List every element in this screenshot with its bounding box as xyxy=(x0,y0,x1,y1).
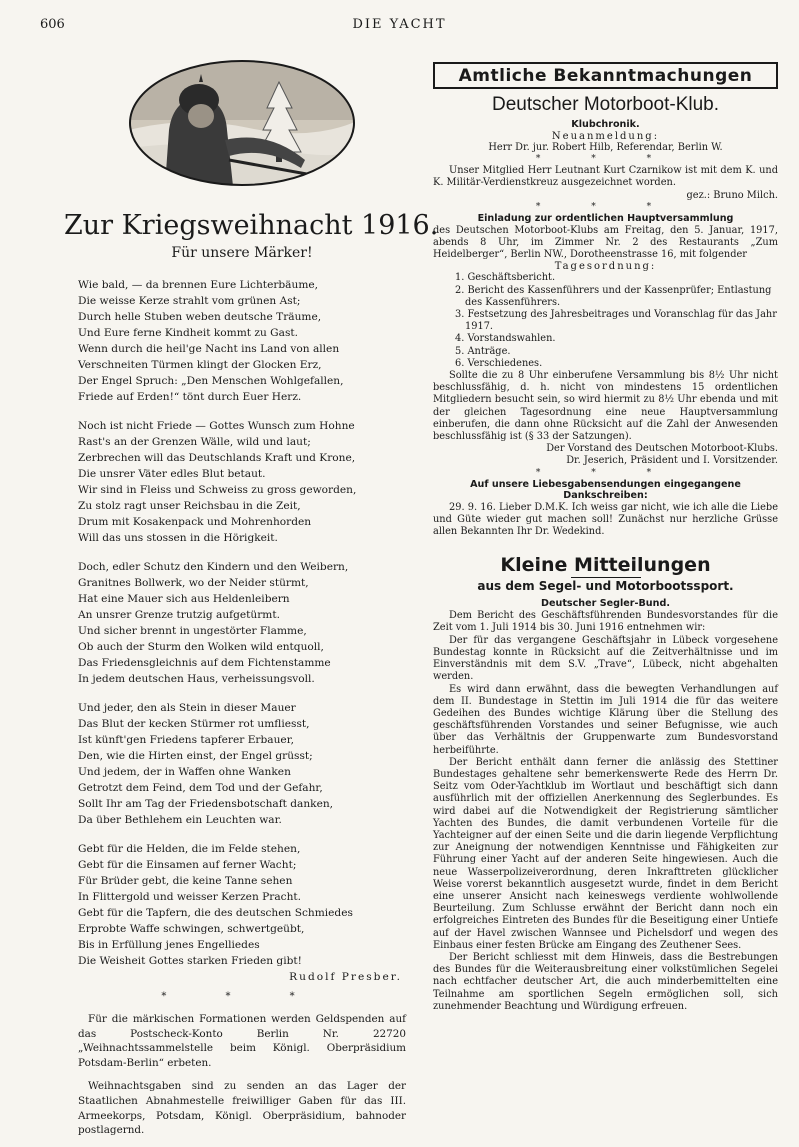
poem-line: Rast's an der Grenzen Wälle, wild und laut; xyxy=(78,436,311,448)
announcements-box-title: Amtliche Bekanntmachungen xyxy=(433,62,778,89)
agenda-item: 2. Bericht des Kassenführers und der Kassenprüfer; Entlastung des Kassenführers. xyxy=(455,284,772,308)
section-stars: * * * xyxy=(535,467,676,478)
section-stars: * * * xyxy=(535,154,676,165)
poem-line: Wenn durch die heil'ge Nacht ins Land von allen xyxy=(78,343,340,355)
poem-line: Will das uns stossen in die Hörigkeit. xyxy=(78,532,278,544)
invitation-text: des Deutschen Motorboot-Klubs am Freitag, den 5. Januar, 1917, abends 8 Uhr, im Zimmer Nr. 2 des Restaurants „Zum Heidelberger“, Berlin NW., Dorotheenstrasse 16, mit folgender xyxy=(433,224,778,261)
poem-line: Noch ist nicht Friede — Gottes Wunsch zum Hohne xyxy=(78,420,355,432)
poem-line: Sollt Ihr am Tag der Friedensbotschaft danken, xyxy=(78,798,334,810)
page-number: 606 xyxy=(40,17,65,32)
poem-line: Und Eure ferne Kindheit kommt zu Gast. xyxy=(78,327,299,339)
poem-line: Die unsrer Väter edles Blut betaut. xyxy=(78,468,266,480)
poem-line: Ist künft'gen Friedens tapferer Erbauer, xyxy=(78,734,294,746)
stanza xyxy=(78,277,406,405)
poem-line: Gebt für die Einsamen auf ferner Wacht; xyxy=(78,859,297,871)
stanza xyxy=(78,418,406,546)
donation-paragraph: Für die märkischen Formationen werden Geldspenden auf das Postscheck-Konto Berlin Nr. 22720 „Weihnachtssammelstelle beim Königl. Oberpräsidium Potsdam-Berlin“ erbeten. xyxy=(78,1013,406,1069)
poem-line: Verschneiten Türmen klingt der Glocken Erz, xyxy=(78,359,322,371)
poem-line: Bis in Erfüllung jenes Engelliedes xyxy=(78,939,260,951)
thanks-letters-heading: Auf unsere Liebesgabensendungen eingegangene Dankschreiben: xyxy=(470,478,741,501)
soldier-with-christmas-tree-illustration xyxy=(129,60,355,186)
member-award-text: Unser Mitglied Herr Leutnant Kurt Czarnikow ist mit dem K. und K. Militär-Verdienstkreuz ausgezeichnet worden. xyxy=(433,165,778,189)
poem-line: Zu stolz ragt unser Reichsbau in die Zeit, xyxy=(78,500,301,512)
poem-title: Zur Kriegsweihnacht 1916. xyxy=(64,210,439,241)
article-paragraph: Der für das vergangene Geschäftsjahr in Lübeck vorgesehene Bundestag konnte in Rücksicht auf die Zeitverhältnisse und im Einverständnis mit dem S.V. „Trave“, Lübeck, nicht abgehalten werden. xyxy=(433,634,778,683)
stanza xyxy=(78,700,406,828)
agenda-item: 4. Vorstandswahlen. xyxy=(455,333,556,345)
agenda-item: 3. Festsetzung des Jahresbeitrages und Voranschlag für das Jahr 1917. xyxy=(455,309,777,333)
poem-line: In jedem deutschen Haus, verheissungsvoll. xyxy=(78,673,315,685)
poem-line: Die weisse Kerze strahlt vom grünen Ast; xyxy=(78,295,301,307)
article-paragraph: Der Bericht enthält dann ferner die anlässig des Stettiner Bundestages gehaltene sehr bemerkenswerte Rede des Herrn Dr. Seitz vom Oder-Yachtklub im Wortlaut und beschäftigt sich dann ausführlich mit der offiziellen Anerkennung des Seglerbundes. Es wird dabei auf die Notwendigkeit der Registrierung sämtlicher Yachten des Bundes, die damit verbundenen Vorteile für die Yachteigner auf der einen Seite und die darin liegende Verpflichtung zur Aneignung der notwendigen Kenntnisse und Fähigkeiten zur Führung einer Yacht auf der anderen Seite hingewiesen. Auch die neue Wasserpolizeiverordnung, deren Inkrafttreten glücklicher Weise vorerst bekanntlich ausgesetzt wurde, findet in dem Bericht eine unserer Ansicht nach keineswegs verdiente wohlwollende Beurteilung. Zum Schlusse erwähnt der Bericht dann noch ein erfolgreiches Eintreten des Bundes für die Beseitigung einer Untiefe auf der Havel zwischen Wannsee und Pichelsdorf und wegen des Einbaus einer festen Brücke am Eingang des Zeuthener Sees. xyxy=(433,756,778,951)
poem-line: Friede auf Erden!“ tönt durch Euer Herz. xyxy=(78,391,302,403)
poem-line: Und sicher brennt in ungestörter Flamme, xyxy=(78,625,307,637)
news-section-subtitle: aus dem Segel- und Motorbootssport. xyxy=(477,579,734,594)
poem-author: Rudolf Presber. xyxy=(289,971,402,983)
poem-line: Gebt für die Helden, die im Felde stehen, xyxy=(78,843,301,855)
agenda-item: 5. Anträge. xyxy=(455,345,511,357)
agenda-item: 1. Geschäftsbericht. xyxy=(455,272,556,284)
signature: gez.: Bruno Milch. xyxy=(686,189,778,201)
poem-line: Da über Bethlehem ein Leuchten war. xyxy=(78,814,282,826)
agenda-heading: Tagesordnung: xyxy=(554,261,657,273)
poem-line: Wie bald, — da brennen Eure Lichterbäume, xyxy=(78,279,319,291)
agenda-item: 6. Verschiedenes. xyxy=(455,357,543,369)
gifts-paragraph: Weihnachtsgaben sind zu senden an das Lager der Staatlichen Abnahmestelle freiwilliger Gaben für das III. Armeekorps, Potsdam, Königl. Oberpräsidium, bahnoder postlagernd. xyxy=(78,1080,406,1137)
poem-line: Und jeder, den als Stein in dieser Mauer xyxy=(78,702,296,714)
running-title: DIE YACHT xyxy=(352,17,447,32)
board-signature: Der Vorstand des Deutschen Motorboot-Klubs. xyxy=(546,443,778,455)
poem-line: Ob auch der Sturm den Wolken wild entquoll, xyxy=(78,641,324,653)
poem-line: An unsrer Grenze trutzig aufgetürmt. xyxy=(78,609,280,621)
right-column xyxy=(433,62,778,1013)
left-column xyxy=(64,60,439,1147)
poem-line: Das Friedensgleichnis auf dem Fichtenstamme xyxy=(78,657,331,669)
poem-line: Erprobte Waffe schwingen, schwertgeübt, xyxy=(78,923,305,935)
poem-line: Hat eine Mauer sich aus Heldenleibern xyxy=(78,593,290,605)
poem-line: In Flittergold und weisser Kerzen Pracht. xyxy=(78,891,302,903)
poem-line: Zerbrechen will das Deutschlands Kraft und Krone, xyxy=(78,452,356,464)
club-title: Deutscher Motorboot-Klub. xyxy=(491,94,720,115)
poem-line: Wir sind in Fleiss und Schweiss zu gross geworden, xyxy=(78,484,357,496)
new-registration-text: Herr Dr. jur. Robert Hilb, Referendar, Berlin W. xyxy=(488,142,723,153)
title-rule xyxy=(571,577,641,578)
stanza xyxy=(78,559,406,687)
poem-line: Durch helle Stuben weben deutsche Träume, xyxy=(78,311,322,323)
invitation-heading: Einladung zur ordentlichen Hauptversammlung xyxy=(477,212,734,224)
poem-line: Granitnes Bollwerk, wo der Neider stürmt, xyxy=(78,577,309,589)
poem-line: Für Brüder gebt, die keine Tanne sehen xyxy=(78,875,293,887)
poem-line: Getrotzt dem Feind, dem Tod und der Gefahr, xyxy=(78,782,323,794)
poem-line: Und jedem, der in Waffen ohne Wanken xyxy=(78,766,291,778)
poem-line: Gebt für die Tapfern, die des deutschen Schmiedes xyxy=(78,907,353,919)
poem-subtitle: Für unsere Märker! xyxy=(171,245,313,261)
article-paragraph: Der Bericht schliesst mit dem Hinweis, dass die Bestrebungen des Bundes für die Weiterausbreitung einer volkstümlichen Segelei nach echtfacher deutscher Art, die auch minderbemittelten eine Teilnahme am sportlichen Segeln ermöglichen soll, sich zunehmender Beachtung und Würdigung erfreuen. xyxy=(433,951,778,1012)
stanza xyxy=(78,841,406,969)
article-paragraph: Es wird dann erwähnt, dass die bewegten Verhandlungen auf dem II. Bundestage in Stettin im Juli 1914 die für das weitere Gedeihen des Bundes wichtige Klärung über die Stellung des geschäftsführenden Vorstandes und seiner Befugnisse, wie auch über das Verhältnis der Gruppenwarte zum Bundesvorstand herbeiführte. xyxy=(433,683,778,756)
new-registration-heading: Neuanmeldung: xyxy=(551,131,660,142)
poem-line: Die Weisheit Gottes starken Frieden gibt! xyxy=(78,955,302,967)
club-chronicle-heading: Klubchronik. xyxy=(571,119,640,130)
poem-line: Doch, edler Schutz den Kindern und den Weibern, xyxy=(78,561,349,573)
sailing-federation-heading: Deutscher Segler-Bund. xyxy=(541,598,670,610)
poem-line: Der Engel Spruch: „Den Menschen Wohlgefallen, xyxy=(78,375,344,387)
thanks-letter-text: 29. 9. 16. Lieber D.M.K. Ich weiss gar nicht, wie ich alle die Liebe und Güte wieder gut machen soll! Zunächst nur herzliche Grüsse allen Bekannten Ihr Dr. Wedekind. xyxy=(433,501,778,538)
poem-line: Drum mit Kosakenpack und Mohrenhorden xyxy=(78,516,312,528)
president-signature: Dr. Jeserich, Präsident und I. Vorsitzender. xyxy=(566,455,778,467)
agenda-list xyxy=(433,272,778,370)
poem-line: Den, wie die Hirten einst, der Engel grüsst; xyxy=(78,750,313,762)
poem-line: Das Blut der kecken Stürmer rot umfliesst, xyxy=(78,718,310,730)
news-section-title: Kleine Mitteilungen xyxy=(500,554,711,577)
section-stars: * * * xyxy=(535,201,676,212)
article-paragraph: Dem Bericht des Geschäftsführenden Bundesvorstandes für die Zeit vom 1. Juli 1914 bis 30. Juni 1916 entnehmen wir: xyxy=(433,610,778,634)
section-stars: * * * xyxy=(161,991,323,1002)
agenda-note: Sollte die zu 8 Uhr einberufene Versammlung bis 8½ Uhr nicht beschlussfähig, d. h. nicht von mindestens 15 ordentlichen Mitgliedern besucht sein, so wird hiermit zu 8½ Uhr ebenda und mit der gleichen Tagesordnung eine neue Hauptversammlung einberufen, die dann ohne Rücksicht auf die Zahl der Anwesenden beschlussfähig ist (§ 33 der Satzungen). xyxy=(433,370,778,443)
